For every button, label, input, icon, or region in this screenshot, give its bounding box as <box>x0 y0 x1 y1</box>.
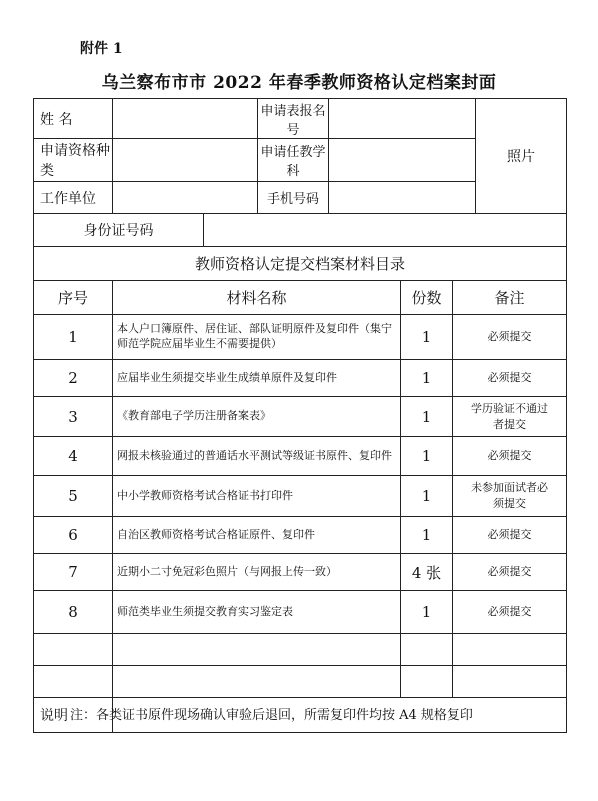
row-number: 6 <box>34 517 113 554</box>
material-count: 1 <box>401 591 453 634</box>
footer-note: 注：各类证书原件现场确认审验后退回，所需复印件均按 A4 规格复印 <box>70 708 473 723</box>
material-remark: 未参加面试者必须提交 <box>453 476 567 517</box>
name-value-cell <box>113 99 258 139</box>
material-count: 1 <box>401 397 453 437</box>
material-name: 师范类毕业生须提交教育实习鉴定表 <box>113 591 401 634</box>
material-count: 4 张 <box>401 554 453 591</box>
material-name: 自治区教师资格考试合格证原件、复印件 <box>113 517 401 554</box>
column-header-remark: 备注 <box>453 281 567 315</box>
material-remark: 必须提交 <box>453 315 567 360</box>
column-header-number: 序号 <box>34 281 113 315</box>
certificate-type-value-cell <box>113 139 258 182</box>
document-title: 乌兰察布市市 2022 年春季教师资格认定档案封面 <box>101 73 497 93</box>
table-row <box>34 554 567 591</box>
row-number: 8 <box>34 591 113 634</box>
material-remark: 必须提交 <box>453 554 567 591</box>
application-number-value-cell <box>329 99 476 139</box>
work-unit-label: 工作单位 <box>34 182 113 214</box>
material-name: 本人户口簿原件、居住证、部队证明原件及复印件（集宁师范学院应届毕业生不需要提供） <box>113 315 401 360</box>
attachment-label: 附件 1 <box>80 41 123 57</box>
material-name: 近期小二寸免冠彩色照片（与网报上传一致） <box>113 554 401 591</box>
row-number: 4 <box>34 437 113 476</box>
material-remark: 必须提交 <box>453 517 567 554</box>
column-header-count: 份数 <box>401 281 453 315</box>
table-row <box>34 437 567 476</box>
material-count: 1 <box>401 437 453 476</box>
material-count: 1 <box>401 517 453 554</box>
material-count: 1 <box>401 360 453 397</box>
phone-label: 手机号码 <box>258 182 329 214</box>
row-number: 5 <box>34 476 113 517</box>
material-remark: 学历验证不通过者提交 <box>453 397 567 437</box>
table-row <box>34 315 567 360</box>
material-name: 网报未核验通过的普通话水平测试等级证书原件、复印件 <box>113 437 401 476</box>
material-count: 1 <box>401 476 453 517</box>
table-row <box>34 591 567 634</box>
id-number-value-cell <box>204 214 567 247</box>
material-remark: 必须提交 <box>453 360 567 397</box>
certificate-type-label: 申请资格种类 <box>34 139 113 182</box>
material-count: 1 <box>401 315 453 360</box>
empty-row <box>34 634 567 666</box>
explanation-label: 说明 <box>34 698 113 733</box>
work-unit-value-cell <box>113 182 258 214</box>
material-name: 中小学教师资格考试合格证书打印件 <box>113 476 401 517</box>
material-remark: 必须提交 <box>453 591 567 634</box>
phone-value-cell <box>329 182 476 214</box>
empty-row <box>34 666 567 698</box>
id-number-label: 身份证号码 <box>34 214 204 247</box>
material-name: 《教育部电子学历注册备案表》 <box>113 397 401 437</box>
table-row <box>34 476 567 517</box>
material-name: 应届毕业生须提交毕业生成绩单原件及复印件 <box>113 360 401 397</box>
row-number: 1 <box>34 315 113 360</box>
subject-label: 申请任教学科 <box>258 139 329 182</box>
row-number: 2 <box>34 360 113 397</box>
column-header-material-name: 材料名称 <box>113 281 401 315</box>
archive-cover-table <box>33 98 567 733</box>
name-label: 姓 名 <box>34 99 113 139</box>
row-number: 3 <box>34 397 113 437</box>
table-row <box>34 360 567 397</box>
material-remark: 必须提交 <box>453 437 567 476</box>
table-row <box>34 517 567 554</box>
application-number-label: 申请表报名号 <box>258 99 329 139</box>
photo-cell: 照片 <box>476 99 567 214</box>
table-row <box>34 397 567 437</box>
subject-value-cell <box>329 139 476 182</box>
catalog-title: 教师资格认定提交档案材料目录 <box>34 247 567 281</box>
row-number: 7 <box>34 554 113 591</box>
